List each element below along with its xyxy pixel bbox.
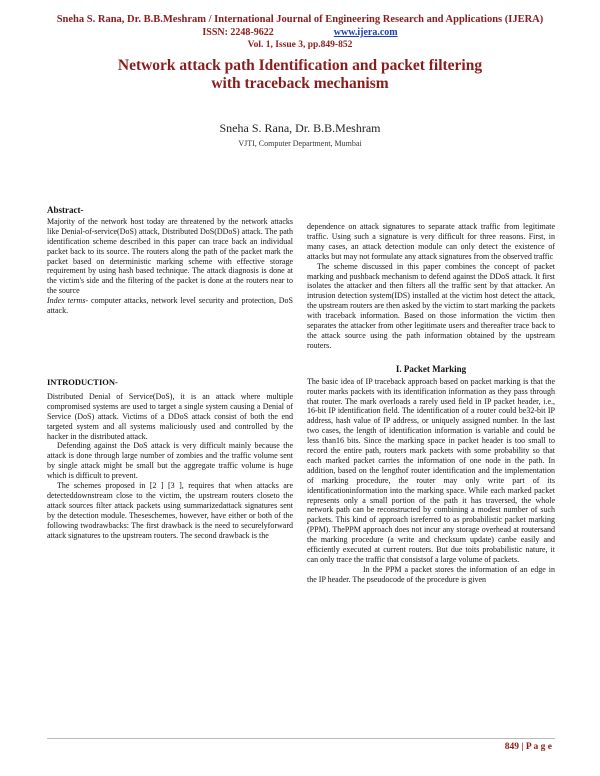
intro-paragraph-3: The schemes proposed in [2 ] [3 ], requires that when attacks are detecteddownstream close to the victim, the upstream routers closeto the attack sources filter attack packets using summarizedattack signatures sent by the detection module. Theseschemes, however, have either or both of the following twodrawbacks: The first drawback is the need to securelyforward attack signatures to the upstream routers. The second drawback is the (47, 481, 293, 540)
authors: Sneha S. Rana, Dr. B.B.Meshram (219, 121, 381, 135)
right-paragraph-2: The scheme discussed in this paper combines the concept of packet marking and pushback mechanism to defend against the DDoS attack. It first isolates the attacker and then filters all the traffic sent by that attacker. An intrusion detection system(IDS) installed at the victim host detect the attack, the upstream routers are then asked by the victim to start marking the packets with traceback information. Based on those information the victim then separates the attacker from other legitimate users and thereafter trace back to the attack source using the path information obtained by the upstream routers. (307, 261, 555, 350)
abstract-body: Majority of the network host today are threatened by the network attacks like Denial-of-service(DoS) attack, Distributed DoS(DDoS) attack. The path identification scheme described in this paper can trace back an individual packet back to its source. The routers along the path of the packet mark the packet based on deterministic marking scheme with effective storage requirement by using hash based technique. The attack diagnosis is done at the victim's side and the filtering of the packet is done at the routers near to the source (47, 216, 293, 296)
title-line-2: with traceback mechanism (211, 75, 389, 92)
left-column (47, 206, 293, 540)
affiliation: VJTI, Computer Department, Mumbai (238, 139, 362, 148)
right-paragraph-3: The basic idea of IP traceback approach based on packet marking is that the router marks packets with its identification information as they pass through that router. The mark overloads a rarely used field in IP packet header, i.e., 16-bit IP identification field. The identification of a router could be32-bit IP address, hash value of IP address, or uniquely assigned number. In the last two cases, the length of identification information is variable and could be less than16 bits. Since the marking space in packet header is too small to record the entire path, routers mark packets with some probability so that each marked packet carries the information of one node in the path. In addition, based on the lengthof router identification and the implementation of marking procedure, the router may only write part of its identificationinformation into the marking space. While each marked packet represents only a small portion of the path it has traversed, the whole network path can be reconstructed by combining a modest number of such packets. This kind of approach isreferred to as probabilistic packet marking (PPM). ThePPM approach does not incur any storage overhead at routersand the marking procedure (a write and checksum update) canbe easily and efficiently executed at current routers. But due toits probabilistic nature, it can only trace the traffic that consistsof a large volume of packets. (307, 376, 555, 564)
intro-paragraph-2: Defending against the DoS attack is very difficult mainly because the attack is done through large number of zombies and the traffic volume sent by single attack might be small but the aggregate traffic volume is huge which is difficult to prevent. (47, 441, 293, 481)
journal-header: Sneha S. Rana, Dr. B.B.Meshram / International Journal of Engineering Research and Applications (IJERA) (56, 14, 544, 25)
intro-paragraph-1: Distributed Denial of Service(DoS), it is an attack where multiple compromised systems are used to target a single system causing a Denial of Service (DoS) attack. Victims of a DDoS attack consist of both the end targeted system and all systems maliciously used and controlled by the hacker in the distributed attack. (47, 391, 293, 441)
introduction-heading: INTRODUCTION- (47, 376, 118, 387)
footer-divider (47, 738, 555, 739)
keywords-text: - computer attacks, network level security and protection, DoS attack. (47, 296, 294, 316)
right-paragraph-4: In the PPM a packet stores the information of an edge in the IP header. The pseudocode of the procedure is given (307, 564, 555, 584)
right-paragraph-1: dependence on attack signatures to separate attack traffic from legitimate traffic. Using such a signature is very difficult for three reasons. First, in many cases, an attack detection module can only detect the existence of attacks but may not formulate any attack signatures from the observed traffic (307, 222, 555, 261)
title-line-1: Network attack path Identification and packet filtering (117, 57, 483, 74)
paper-title (0, 57, 600, 93)
volume-info: Vol. 1, Issue 3, pp.849-852 (247, 40, 353, 50)
abstract-heading: Abstract- (47, 205, 84, 215)
section-heading-packet-marking: I. Packet Marking (395, 363, 467, 374)
issn: ISSN: 2248-9622 (202, 27, 274, 38)
right-column (307, 222, 555, 585)
journal-url-link[interactable]: www.ijera.com (333, 27, 398, 38)
issn-line (0, 27, 600, 38)
keywords-label: Index terms (47, 296, 86, 306)
keywords (47, 296, 293, 316)
page-number: 849 | P a g e (504, 742, 552, 752)
